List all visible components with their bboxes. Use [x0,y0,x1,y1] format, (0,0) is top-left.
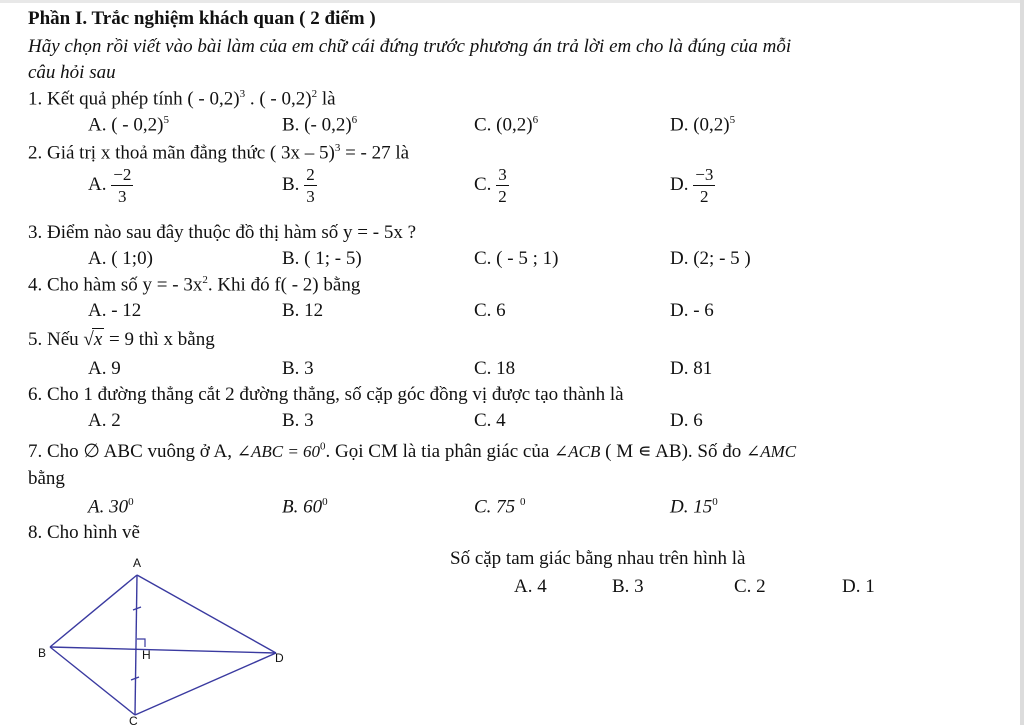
q1-option-d [670,114,735,136]
q8-option-a: A. 4 [514,576,547,597]
label-b: B [38,646,47,660]
right-angle-mark [137,639,145,647]
diagonal-bd [50,647,276,653]
q1-option-c-exp: 6 [532,114,539,126]
q2-option-d-fraction [693,166,715,205]
q2-option-d [670,166,715,205]
q7-option-b-text: B. 60 [282,496,323,518]
q4-option-d: D. - 6 [670,300,714,321]
q2-exp: 3 [334,142,341,154]
q7-option-d [670,496,718,518]
q8-option-b: B. 3 [612,576,644,597]
q1-option-c-text: C. (0,2) [474,114,533,136]
q2-option-c-label: C. [474,173,492,195]
q4-option-a: A. - 12 [88,300,142,321]
sqrt-symbol: √ [83,329,94,350]
q2-option-b [282,166,317,205]
q2-prompt-a: 2. Giá trị x thoả mãn đẳng thức ( 3x – 5) [28,142,335,164]
q2-option-b-den: 3 [306,187,315,206]
label-h: H [142,648,151,662]
q7-option-a-exp: 0 [128,496,134,508]
q3-option-b: B. ( 1; - 5) [282,248,362,269]
label-d: D [275,651,284,665]
question-3: 3. Điểm nào sau đây thuộc đồ thị hàm số y = - 5x ? [28,222,417,243]
q2-option-c-fraction [496,166,509,205]
q2-option-d-num: −3 [695,165,714,184]
q3-option-a: A. ( 1;0) [88,248,153,269]
q4-prompt-b: . Khi đó f( - 2) bằng [207,274,361,296]
question-7-line-2: bằng [28,468,65,489]
q5-option-d: D. 81 [670,358,713,379]
question-1 [28,88,336,110]
q1-exp-2: 2 [311,88,318,100]
q2-option-c [474,166,509,205]
q7-prompt-a: 7. Cho ∅ ABC vuông ở A, [28,441,237,462]
q5-option-b: B. 3 [282,358,314,379]
q1-option-d-exp: 5 [729,114,736,126]
q5-prompt-a: 5. Nếu [28,329,84,350]
instruction-line-1: Hãy chọn rồi viết vào bài làm của em chữ cái đứng trước phương án trả lời em cho là đúng của mỗi [28,36,792,57]
edge-ab [50,575,137,647]
diagonal-ac [135,575,137,715]
q7-prompt-b: . Gọi CM là tia phân giác của [325,441,555,462]
q1-option-b-text: B. (- 0,2) [282,114,352,136]
q1-prompt-b: . ( - 0,2) [245,88,312,110]
q6-option-d: D. 6 [670,410,703,431]
q7-angle-abc-exp: 0 [320,440,326,453]
page-edge [1020,0,1024,725]
q4-exp: 2 [202,274,208,286]
q2-option-a [88,166,133,205]
label-a: A [133,556,142,570]
q2-option-b-num: 2 [306,165,315,184]
edge-dc [135,653,276,715]
q2-option-b-label: B. [282,173,300,195]
q2-option-c-den: 2 [498,187,507,206]
q3-option-d: D. (2; - 5 ) [670,248,751,269]
q2-option-a-den: 3 [118,187,127,206]
q1-option-a-text: A. ( - 0,2) [88,114,164,136]
q7-angle-acb: ∠ACB [554,442,601,461]
q1-option-c [474,114,538,136]
q1-exp-1: 3 [239,88,246,100]
instruction-line-2: câu hỏi sau [28,62,116,83]
q8-question-text: Số cặp tam giác bằng nhau trên hình là [450,548,746,569]
geometry-figure [30,555,300,725]
figure-lines [50,575,276,715]
q5-option-a: A. 9 [88,358,121,379]
q7-angle-amc: ∠AMC [745,442,797,461]
top-border [0,0,1024,3]
edge-bc [50,647,135,715]
q2-option-d-den: 2 [700,187,709,206]
q2-option-c-num: 3 [498,165,507,184]
q6-option-a: A. 2 [88,410,121,431]
q3-option-c: C. ( - 5 ; 1) [474,248,559,269]
q7-angle-abc: ∠ABC = 60 [236,442,321,461]
q1-prompt-a: 1. Kết quả phép tính ( - 0,2) [28,88,240,110]
q1-option-a-exp: 5 [163,114,169,126]
q5-prompt-b: = 9 thì x bằng [104,329,215,350]
q7-option-d-exp: 0 [712,496,718,508]
q7-option-b-exp: 0 [322,496,328,508]
q1-option-a [88,114,169,136]
q4-option-c: C. 6 [474,300,506,321]
q2-prompt-b: = - 27 là [340,142,410,164]
q7-option-c-exp: 0 [519,496,526,508]
q2-option-a-label: A. [88,173,107,195]
q4-option-b: B. 12 [282,300,324,321]
q1-option-d-text: D. (0,2) [670,114,730,136]
question-2 [28,142,409,164]
q2-option-b-fraction [304,166,317,205]
question-4 [28,274,360,296]
edge-ad [137,575,276,653]
q5-option-c: C. 18 [474,358,516,379]
section-title: Phần I. Trắc nghiệm khách quan ( 2 điểm ) [28,8,376,29]
label-c: C [129,714,138,725]
q5-radicand: x [93,329,103,350]
q4-prompt-a: 4. Cho hàm số y = - 3x [28,274,203,296]
question-7 [28,440,796,463]
q7-option-a-text: A. 30 [88,496,129,518]
q7-option-a [88,496,134,518]
q7-option-d-text: D. 15 [670,496,713,518]
q7-option-c-text: C. 75 [474,496,520,518]
q8-option-d: D. 1 [842,576,875,597]
q1-prompt-c: là [317,88,336,110]
q7-option-b [282,496,328,518]
q2-option-a-num: −2 [113,165,132,184]
q2-option-a-fraction [111,166,133,205]
question-5 [28,328,215,351]
q7-option-c [474,496,525,518]
q7-prompt-c: ( M ∊ AB). Số đo [600,441,746,462]
question-8: 8. Cho hình vẽ [28,522,140,543]
q1-option-b-exp: 6 [351,114,358,126]
question-6: 6. Cho 1 đường thẳng cắt 2 đường thẳng, số cặp góc đồng vị được tạo thành là [28,384,624,405]
q1-option-b [282,114,357,136]
q2-option-d-label: D. [670,173,689,195]
q6-option-b: B. 3 [282,410,314,431]
q6-option-c: C. 4 [474,410,506,431]
q8-option-c: C. 2 [734,576,766,597]
